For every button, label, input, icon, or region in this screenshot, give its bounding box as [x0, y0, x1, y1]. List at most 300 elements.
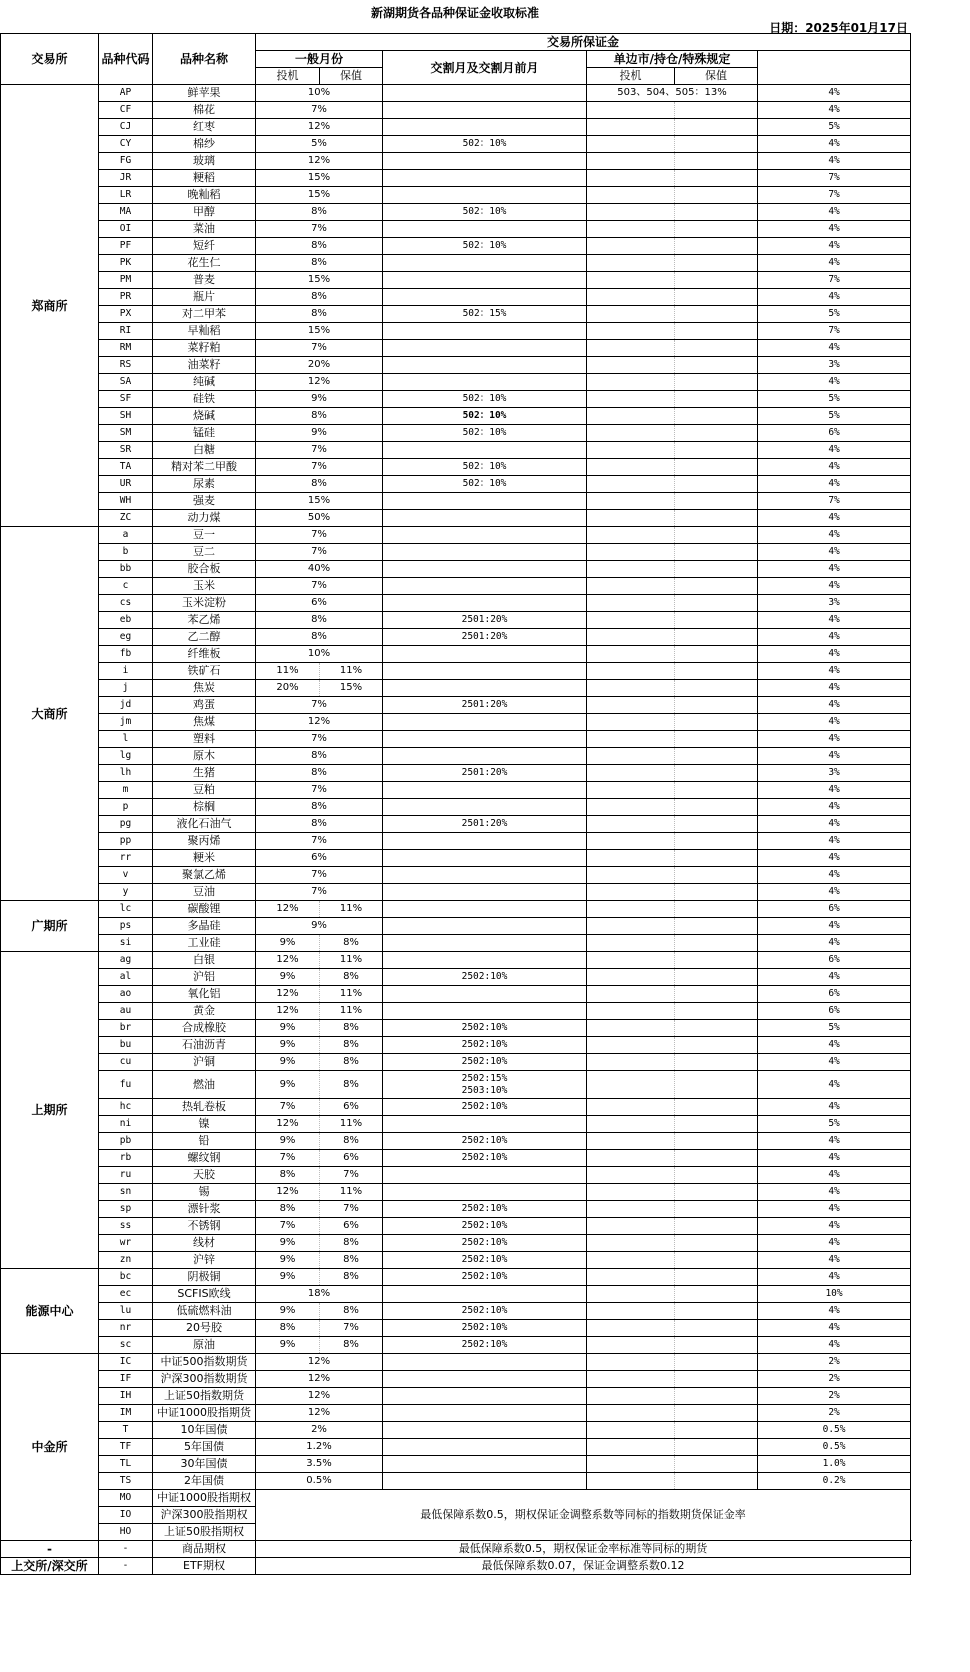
delivery-margin-cell — [383, 918, 587, 935]
table-row — [1, 204, 911, 221]
header-exchange-margin: 交易所保证金 — [256, 34, 911, 51]
delivery-margin-cell: 502：10% — [383, 425, 587, 442]
header-spec: 投机 — [256, 68, 320, 85]
table-row — [1, 1218, 911, 1235]
exchange-cell: 广期所 — [1, 901, 99, 952]
code-cell: CJ — [99, 119, 153, 136]
special-spec-cell — [587, 1354, 675, 1371]
table-row — [1, 527, 911, 544]
special-hedge-cell — [675, 646, 758, 663]
code-cell: - — [99, 1541, 153, 1558]
company-add-cell: 4% — [758, 340, 911, 357]
code-cell: fb — [99, 646, 153, 663]
company-add-cell: 4% — [758, 1337, 911, 1354]
special-hedge-cell — [675, 1003, 758, 1020]
code-cell: y — [99, 884, 153, 901]
table-row — [1, 1116, 911, 1133]
special-hedge-cell — [675, 884, 758, 901]
special-hedge-cell — [675, 952, 758, 969]
company-add-cell: 2% — [758, 1354, 911, 1371]
hedge-margin-cell: 8% — [320, 1020, 383, 1037]
special-hedge-cell — [675, 272, 758, 289]
table-row — [1, 306, 911, 323]
spec-margin-cell: 9% — [256, 1252, 320, 1269]
code-cell: CF — [99, 102, 153, 119]
options-note-cell: 最低保障系数0.5，期权保证金调整系数等同标的指数期货保证金率 — [256, 1490, 911, 1541]
special-spec-cell — [587, 986, 675, 1003]
special-spec-cell — [587, 646, 675, 663]
name-cell: 鲜苹果 — [153, 85, 256, 102]
special-spec-cell — [587, 1439, 675, 1456]
company-add-cell: 4% — [758, 867, 911, 884]
general-margin-cell: 7% — [256, 544, 383, 561]
name-cell: 红枣 — [153, 119, 256, 136]
spec-margin-cell: 12% — [256, 1184, 320, 1201]
code-cell: ru — [99, 1167, 153, 1184]
company-add-cell: 4% — [758, 646, 911, 663]
code-cell: i — [99, 663, 153, 680]
hedge-margin-cell: 8% — [320, 1337, 383, 1354]
name-cell: 沪深300股指期权 — [153, 1507, 256, 1524]
table-row — [1, 816, 911, 833]
general-margin-cell: 7% — [256, 459, 383, 476]
special-spec-cell — [587, 1371, 675, 1388]
spec-margin-cell: 9% — [256, 1020, 320, 1037]
code-cell: IF — [99, 1371, 153, 1388]
code-cell: ss — [99, 1218, 153, 1235]
name-cell: 玻璃 — [153, 153, 256, 170]
name-cell: 氧化铝 — [153, 986, 256, 1003]
special-hedge-cell — [675, 1473, 758, 1490]
table-row — [1, 1286, 911, 1303]
code-cell: SR — [99, 442, 153, 459]
code-cell: eb — [99, 612, 153, 629]
name-cell: 晚籼稻 — [153, 187, 256, 204]
name-cell: 5年国债 — [153, 1439, 256, 1456]
special-hedge-cell — [675, 221, 758, 238]
special-hedge-cell — [675, 1439, 758, 1456]
special-hedge-cell — [675, 595, 758, 612]
name-cell: 合成橡胶 — [153, 1020, 256, 1037]
code-cell: SM — [99, 425, 153, 442]
table-row — [1, 561, 911, 578]
special-spec-cell — [587, 1167, 675, 1184]
special-spec-cell — [587, 204, 675, 221]
name-cell: 液化石油气 — [153, 816, 256, 833]
company-add-cell: 4% — [758, 255, 911, 272]
special-spec-cell — [587, 391, 675, 408]
name-cell: ETF期权 — [153, 1558, 256, 1575]
special-hedge-cell — [675, 391, 758, 408]
company-add-cell: 4% — [758, 1235, 911, 1252]
table-body — [1, 85, 911, 1575]
company-add-cell: 4% — [758, 85, 911, 102]
special-spec-cell — [587, 595, 675, 612]
table-row — [1, 289, 911, 306]
special-spec-cell — [587, 935, 675, 952]
name-cell: 上证50指数期货 — [153, 1388, 256, 1405]
special-hedge-cell — [675, 1337, 758, 1354]
name-cell: 工业硅 — [153, 935, 256, 952]
special-spec-cell — [587, 833, 675, 850]
code-cell: j — [99, 680, 153, 697]
delivery-margin-cell — [383, 119, 587, 136]
special-spec-cell — [587, 1405, 675, 1422]
table-row — [1, 408, 911, 425]
special-hedge-cell — [675, 238, 758, 255]
company-add-cell: 5% — [758, 306, 911, 323]
special-spec-cell — [587, 323, 675, 340]
delivery-margin-cell: 2501:20% — [383, 697, 587, 714]
general-margin-cell: 12% — [256, 1354, 383, 1371]
name-cell: 油菜籽 — [153, 357, 256, 374]
company-add-cell: 3% — [758, 595, 911, 612]
code-cell: bc — [99, 1269, 153, 1286]
code-cell: MA — [99, 204, 153, 221]
code-cell: HO — [99, 1524, 153, 1541]
company-add-cell: 7% — [758, 170, 911, 187]
special-spec-cell — [587, 952, 675, 969]
delivery-margin-cell — [383, 1422, 587, 1439]
delivery-line: 2503:10% — [461, 1084, 508, 1096]
name-cell: 粳稻 — [153, 170, 256, 187]
name-cell: 线材 — [153, 1235, 256, 1252]
company-add-cell: 7% — [758, 493, 911, 510]
code-cell: c — [99, 578, 153, 595]
general-margin-cell: 8% — [256, 255, 383, 272]
delivery-margin-cell — [383, 731, 587, 748]
special-spec-cell — [587, 340, 675, 357]
code-cell: lc — [99, 901, 153, 918]
special-hedge-cell — [675, 1371, 758, 1388]
code-cell: PM — [99, 272, 153, 289]
spec-margin-cell: 7% — [256, 1150, 320, 1167]
company-add-cell: 4% — [758, 1218, 911, 1235]
code-cell: a — [99, 527, 153, 544]
company-add-cell: 4% — [758, 612, 911, 629]
table-row — [1, 1388, 911, 1405]
special-spec-cell — [587, 1303, 675, 1320]
general-margin-cell: 8% — [256, 476, 383, 493]
hedge-margin-cell: 8% — [320, 1071, 383, 1099]
special-hedge-cell — [675, 1286, 758, 1303]
table-row — [1, 357, 911, 374]
table-row — [1, 544, 911, 561]
delivery-margin-cell: 2502:10% — [383, 969, 587, 986]
name-cell: 菜油 — [153, 221, 256, 238]
code-cell: CY — [99, 136, 153, 153]
table-row — [1, 1071, 911, 1099]
delivery-margin-cell — [383, 646, 587, 663]
delivery-margin-cell — [383, 867, 587, 884]
name-cell: 沪铝 — [153, 969, 256, 986]
company-add-cell: 4% — [758, 527, 911, 544]
delivery-margin-cell — [383, 714, 587, 731]
company-add-cell: 5% — [758, 1020, 911, 1037]
special-spec-cell — [587, 1020, 675, 1037]
table-row — [1, 612, 911, 629]
company-add-cell: 4% — [758, 153, 911, 170]
table-row — [1, 170, 911, 187]
special-hedge-cell — [675, 816, 758, 833]
table-row — [1, 1269, 911, 1286]
general-margin-cell: 8% — [256, 629, 383, 646]
code-cell: nr — [99, 1320, 153, 1337]
name-cell: 动力煤 — [153, 510, 256, 527]
special-spec-cell — [587, 1235, 675, 1252]
hedge-margin-cell: 8% — [320, 1133, 383, 1150]
special-hedge-cell — [675, 901, 758, 918]
special-spec-cell — [587, 663, 675, 680]
special-hedge-cell — [675, 1218, 758, 1235]
name-cell: 锡 — [153, 1184, 256, 1201]
delivery-margin-cell — [383, 884, 587, 901]
table-row — [1, 323, 911, 340]
table-row — [1, 255, 911, 272]
margin-table — [0, 33, 911, 1575]
general-margin-cell: 8% — [256, 289, 383, 306]
code-cell: sp — [99, 1201, 153, 1218]
company-add-cell: 6% — [758, 1003, 911, 1020]
delivery-margin-cell — [383, 1371, 587, 1388]
name-cell: 焦炭 — [153, 680, 256, 697]
general-margin-cell: 18% — [256, 1286, 383, 1303]
delivery-margin-cell — [383, 986, 587, 1003]
special-spec-cell — [587, 765, 675, 782]
hedge-margin-cell: 8% — [320, 1054, 383, 1071]
special-hedge-cell — [675, 102, 758, 119]
spec-margin-cell: 11% — [256, 663, 320, 680]
code-cell: br — [99, 1020, 153, 1037]
name-cell: 棉花 — [153, 102, 256, 119]
table-row — [1, 986, 911, 1003]
code-cell: hc — [99, 1099, 153, 1116]
hedge-margin-cell: 15% — [320, 680, 383, 697]
table-row — [1, 969, 911, 986]
company-add-cell: 4% — [758, 816, 911, 833]
general-margin-cell: 10% — [256, 85, 383, 102]
delivery-margin-cell — [383, 153, 587, 170]
company-add-cell: 7% — [758, 323, 911, 340]
header-hedge: 保值 — [320, 68, 383, 85]
table-row — [1, 714, 911, 731]
name-cell: 棉纱 — [153, 136, 256, 153]
company-add-cell: 5% — [758, 408, 911, 425]
name-cell: 苯乙烯 — [153, 612, 256, 629]
delivery-margin-cell — [383, 1439, 587, 1456]
company-add-cell: 4% — [758, 663, 911, 680]
special-spec-cell — [587, 816, 675, 833]
general-margin-cell: 8% — [256, 748, 383, 765]
code-cell: p — [99, 799, 153, 816]
table-row — [1, 1422, 911, 1439]
name-cell: 铁矿石 — [153, 663, 256, 680]
table-row — [1, 884, 911, 901]
delivery-margin-cell: 502：15% — [383, 306, 587, 323]
special-spec-cell — [587, 510, 675, 527]
code-cell: JR — [99, 170, 153, 187]
general-margin-cell: 40% — [256, 561, 383, 578]
company-add-cell: 0.2% — [758, 1473, 911, 1490]
special-spec-cell — [587, 1269, 675, 1286]
name-cell: 漂针浆 — [153, 1201, 256, 1218]
company-add-cell: 4% — [758, 850, 911, 867]
special-spec-cell — [587, 867, 675, 884]
code-cell: rr — [99, 850, 153, 867]
special-spec-cell — [587, 1037, 675, 1054]
delivery-margin-cell: 2502:10% — [383, 1320, 587, 1337]
delivery-margin-cell: 502：10% — [383, 136, 587, 153]
table-row — [1, 595, 911, 612]
company-add-cell: 6% — [758, 425, 911, 442]
company-add-cell: 4% — [758, 833, 911, 850]
table-row — [1, 425, 911, 442]
hedge-margin-cell: 11% — [320, 663, 383, 680]
table-row — [1, 1405, 911, 1422]
header-special: 单边市/持仓/特殊规定 — [587, 51, 758, 68]
delivery-margin-cell: 2502:10% — [383, 1054, 587, 1071]
code-cell: TF — [99, 1439, 153, 1456]
company-add-cell: 4% — [758, 714, 911, 731]
general-margin-cell: 8% — [256, 816, 383, 833]
company-add-cell: 4% — [758, 1320, 911, 1337]
name-cell: 低硫燃料油 — [153, 1303, 256, 1320]
hedge-margin-cell: 8% — [320, 935, 383, 952]
spec-margin-cell: 12% — [256, 986, 320, 1003]
spec-margin-cell: 20% — [256, 680, 320, 697]
delivery-margin-cell: 2502:10% — [383, 1150, 587, 1167]
name-cell: 花生仁 — [153, 255, 256, 272]
date-label: 日期：2025年01月17日 — [769, 21, 908, 35]
general-margin-cell: 12% — [256, 119, 383, 136]
delivery-margin-cell: 2501:20% — [383, 816, 587, 833]
special-spec-cell — [587, 1184, 675, 1201]
special-hedge-cell — [675, 510, 758, 527]
table-row — [1, 1303, 911, 1320]
name-cell: 石油沥青 — [153, 1037, 256, 1054]
general-margin-cell: 7% — [256, 782, 383, 799]
spec-margin-cell: 12% — [256, 901, 320, 918]
code-cell: pb — [99, 1133, 153, 1150]
hedge-margin-cell: 8% — [320, 1235, 383, 1252]
general-margin-cell: 12% — [256, 1388, 383, 1405]
company-add-cell: 4% — [758, 680, 911, 697]
general-margin-cell: 8% — [256, 799, 383, 816]
code-cell: cu — [99, 1054, 153, 1071]
general-margin-cell: 5% — [256, 136, 383, 153]
company-add-cell: 4% — [758, 1167, 911, 1184]
company-add-cell: 4% — [758, 1054, 911, 1071]
delivery-margin-cell — [383, 1473, 587, 1490]
company-add-cell: 4% — [758, 1071, 911, 1099]
special-spec-cell — [587, 289, 675, 306]
hedge-margin-cell: 7% — [320, 1320, 383, 1337]
name-cell: 白糖 — [153, 442, 256, 459]
exchange-cell: - — [1, 1541, 99, 1558]
code-cell: TL — [99, 1456, 153, 1473]
code-cell: eg — [99, 629, 153, 646]
special-hedge-cell — [675, 1167, 758, 1184]
exchange-cell: 上交所/深交所 — [1, 1558, 99, 1575]
delivery-margin-cell: 2502:10% — [383, 1337, 587, 1354]
company-add-cell: 4% — [758, 1201, 911, 1218]
delivery-margin-cell — [383, 493, 587, 510]
company-add-cell: 3% — [758, 357, 911, 374]
code-cell: ec — [99, 1286, 153, 1303]
name-cell: 短纤 — [153, 238, 256, 255]
special-hedge-cell — [675, 1422, 758, 1439]
code-cell: PX — [99, 306, 153, 323]
name-cell: 镍 — [153, 1116, 256, 1133]
delivery-margin-cell — [383, 901, 587, 918]
general-margin-cell: 3.5% — [256, 1456, 383, 1473]
delivery-margin-cell — [383, 374, 587, 391]
delivery-margin-cell: 2502:10% — [383, 1037, 587, 1054]
delivery-margin-cell: 2501:20% — [383, 765, 587, 782]
delivery-margin-cell — [383, 578, 587, 595]
general-margin-cell: 0.5% — [256, 1473, 383, 1490]
company-add-cell: 4% — [758, 1252, 911, 1269]
name-cell: 对二甲苯 — [153, 306, 256, 323]
table-row — [1, 1037, 911, 1054]
table-row — [1, 1201, 911, 1218]
code-cell: lu — [99, 1303, 153, 1320]
code-cell: RI — [99, 323, 153, 340]
code-cell: bb — [99, 561, 153, 578]
table-row — [1, 918, 911, 935]
code-cell: AP — [99, 85, 153, 102]
spec-margin-cell: 7% — [256, 1218, 320, 1235]
special-spec-cell — [587, 799, 675, 816]
special-spec-cell — [587, 476, 675, 493]
name-cell: 中证500指数期货 — [153, 1354, 256, 1371]
code-cell: au — [99, 1003, 153, 1020]
code-cell: ao — [99, 986, 153, 1003]
general-margin-cell: 8% — [256, 612, 383, 629]
special-hedge-cell — [675, 119, 758, 136]
special-hedge-cell — [675, 187, 758, 204]
delivery-margin-cell — [383, 748, 587, 765]
name-cell: 瓶片 — [153, 289, 256, 306]
delivery-margin-cell — [383, 595, 587, 612]
delivery-margin-cell — [383, 1354, 587, 1371]
general-margin-cell: 6% — [256, 595, 383, 612]
code-cell: T — [99, 1422, 153, 1439]
code-cell: - — [99, 1558, 153, 1575]
table-row — [1, 935, 911, 952]
code-cell: IO — [99, 1507, 153, 1524]
special-hedge-cell — [675, 1456, 758, 1473]
company-add-cell: 5% — [758, 391, 911, 408]
company-add-cell: 4% — [758, 544, 911, 561]
special-hedge-cell — [675, 204, 758, 221]
delivery-margin-cell — [383, 680, 587, 697]
name-cell: 胶合板 — [153, 561, 256, 578]
special-hedge-cell — [675, 1037, 758, 1054]
special-spec-cell — [587, 1003, 675, 1020]
general-margin-cell: 7% — [256, 102, 383, 119]
general-margin-cell: 7% — [256, 578, 383, 595]
special-margin-cell: 503、504、505：13% — [587, 85, 758, 102]
delivery-margin-cell — [383, 340, 587, 357]
special-spec-cell — [587, 255, 675, 272]
special-spec-cell — [587, 561, 675, 578]
table-row — [1, 731, 911, 748]
table-row — [1, 1235, 911, 1252]
table-row — [1, 782, 911, 799]
general-margin-cell: 12% — [256, 714, 383, 731]
special-hedge-cell — [675, 867, 758, 884]
